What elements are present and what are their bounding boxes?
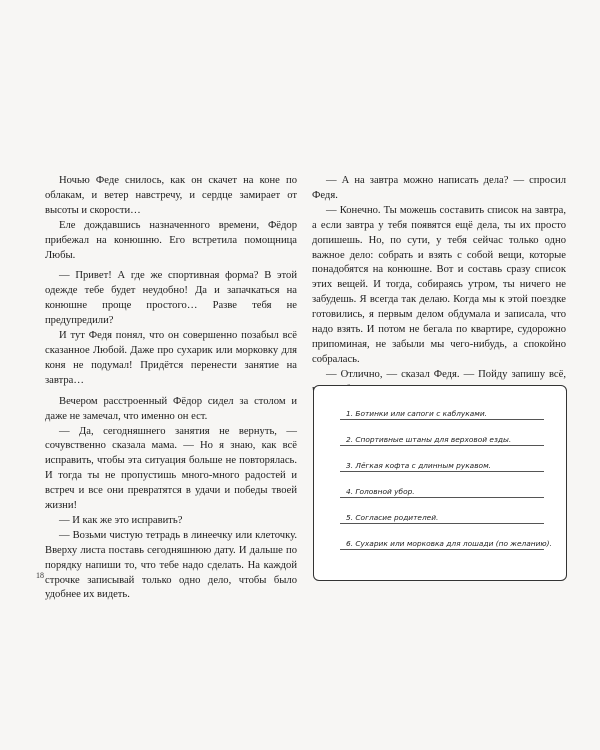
list-item [340,420,544,446]
list-item [340,524,552,550]
left-page-text [45,174,297,603]
paragraph: — Возьми чистую тетрадь в линеечку или клеточку. Вверху листа поставь сегодняшнюю дату. И дальше по порядку напиши то, что тебе надо сделать. На каждой строчке записывай только одно дело, чтобы было удобнее их видеть. [45,529,297,601]
paragraph: — Конечно. Ты можешь составить список на завтра, а если завтра у тебя появятся ещё дела, ты их просто допишешь. Но, по сути, у тебя сейчас только одно важное дело: собрать и взять с собой вещи, которые понадобятся на конюшне. Вот и составь сразу список этих вещей. И тогда, собираясь утром, ты ничего не забудешь. Я всегда так делаю. Когда мы к этой поездке готовились, я первым делом обдумала и записала, что надо взять. И потом не бегала по квартире, судорожно припоминая, не забыли мы чего-нибудь, а спокойно собралась. [312,204,566,365]
list-item [340,446,544,472]
paragraph: — Отлично, — сказал Федя. — Пойду запишу всё, [326,368,566,380]
paragraph: Еле дождавшись назначенного времени, Фёдор прибежал на конюшню. Его встретила помощница Любы. [45,219,297,261]
right-page-text [312,174,566,413]
list-item-text: 2. Спортивные штаны для верховой езды. [346,435,512,444]
paragraph: — А на завтра можно написать дела? — спросил Федя. [312,175,566,201]
paragraph: — Да, сегодняшнего занятия не вернуть, — сочувственно сказала мама. — Но я знаю, как всё исправить, чтобы эта ситуация больше не повторялась. И тогда ты не пропустишь много-много радостей и встреч и все они превратятся в удачи и победы твоей жизни! [45,425,297,512]
paragraph: Вечером расстроенный Фёдор сидел за столом и даже не замечал, что именно он ест. [45,395,297,422]
list-item-text: 3. Лёгкая кофта с длинным рукавом. [346,461,491,470]
paragraph: — И как же это исправить? [59,514,183,526]
list-item-text: 4. Головной убор. [346,487,415,496]
list-item-text: 6. Сухарик или морковка для лошади (по желанию). [346,539,552,548]
page-number: 18 [36,571,44,580]
list-item-text: 1. Ботинки или сапоги с каблуками. [346,409,487,418]
list-item [340,394,544,420]
list-item [340,498,544,524]
list-item [340,472,544,498]
paragraph: — Привет! А где же спортивная форма? В этой одежде тебе будет неудобно! Да и запачкаться на конюшне проще простого… Разве тебя не предупредили? [45,270,297,327]
paragraph: И тут Федя понял, что он совершенно позабыл всё сказанное Любой. Даже про сухарик или морковку для коня не подумал! Придётся перенести занятие на завтра… [45,330,297,386]
paragraph: Ночью Феде снилось, как он скачет на коне по облакам, и ветер навстречу, и сердце замирает от высоты и скорости… [45,175,297,216]
list-item-text: 5. Согласие родителей. [346,513,439,522]
notebook-list [313,385,567,581]
